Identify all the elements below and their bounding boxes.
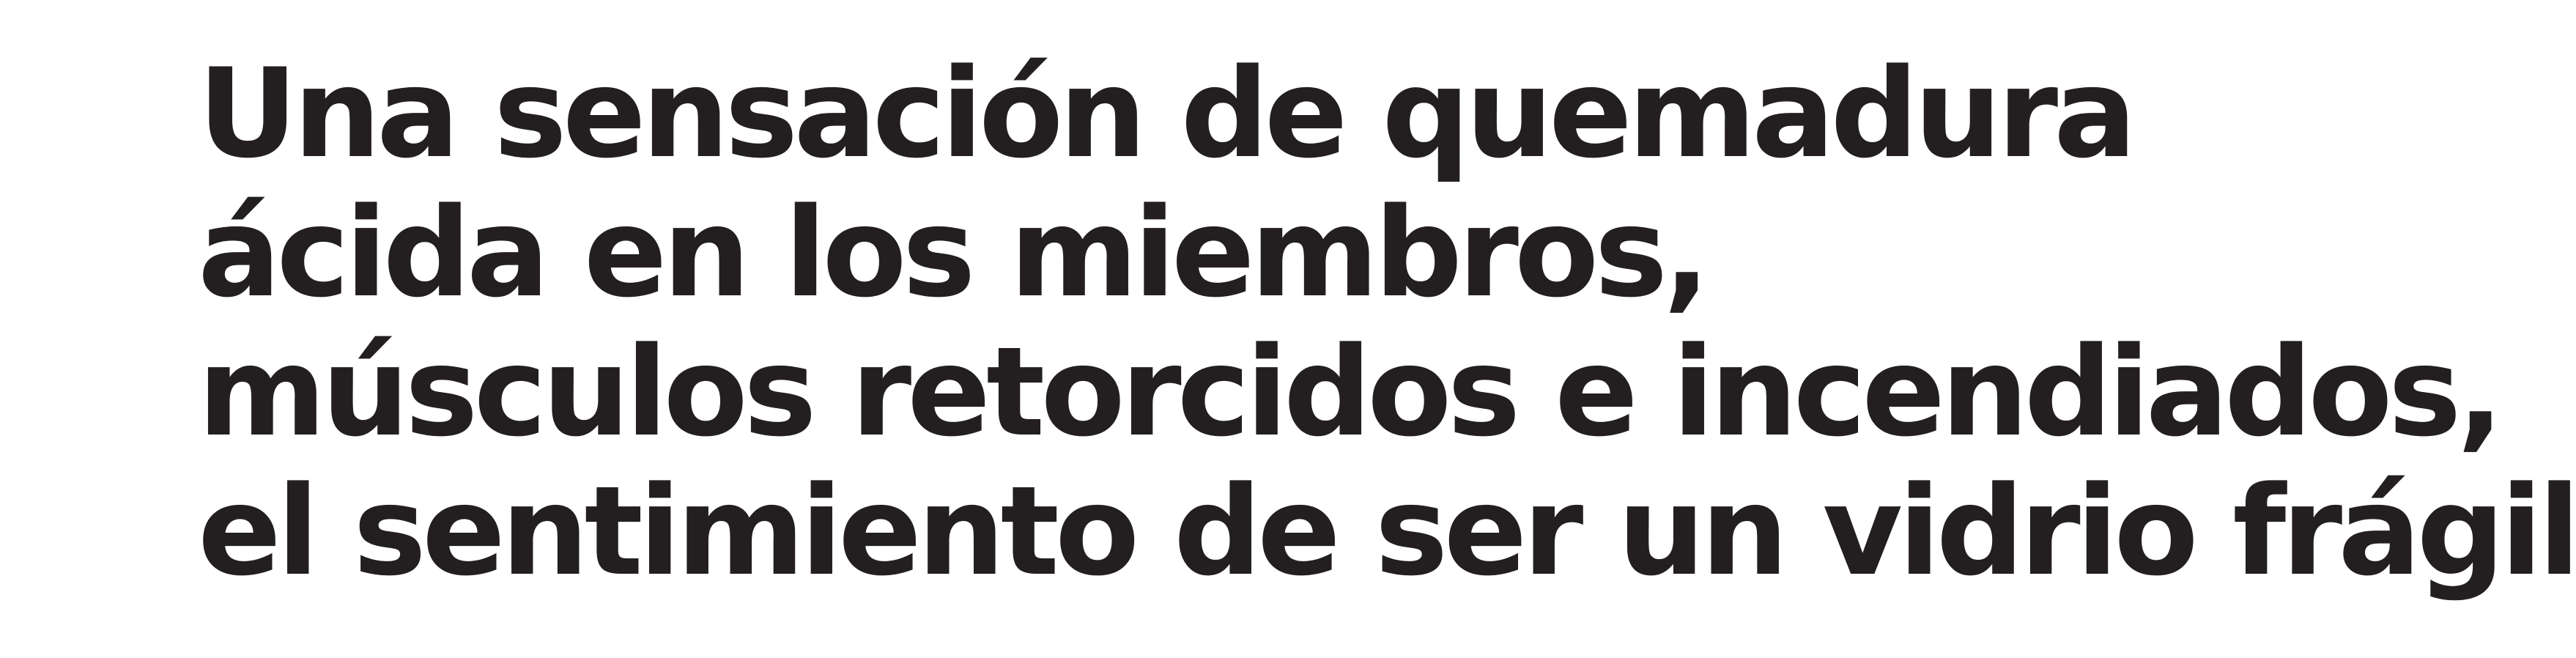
quote-line-3: músculos retorcidos e incendiados, bbox=[198, 320, 2500, 464]
quote-text-block bbox=[198, 42, 2576, 603]
quote-line-4: el sentimiento de ser un vidrio frágil bbox=[198, 459, 2576, 603]
quote-line-1: Una sensación de quemadura bbox=[198, 42, 2133, 185]
quote-line-2: ácida en los miembros, bbox=[198, 181, 1706, 325]
